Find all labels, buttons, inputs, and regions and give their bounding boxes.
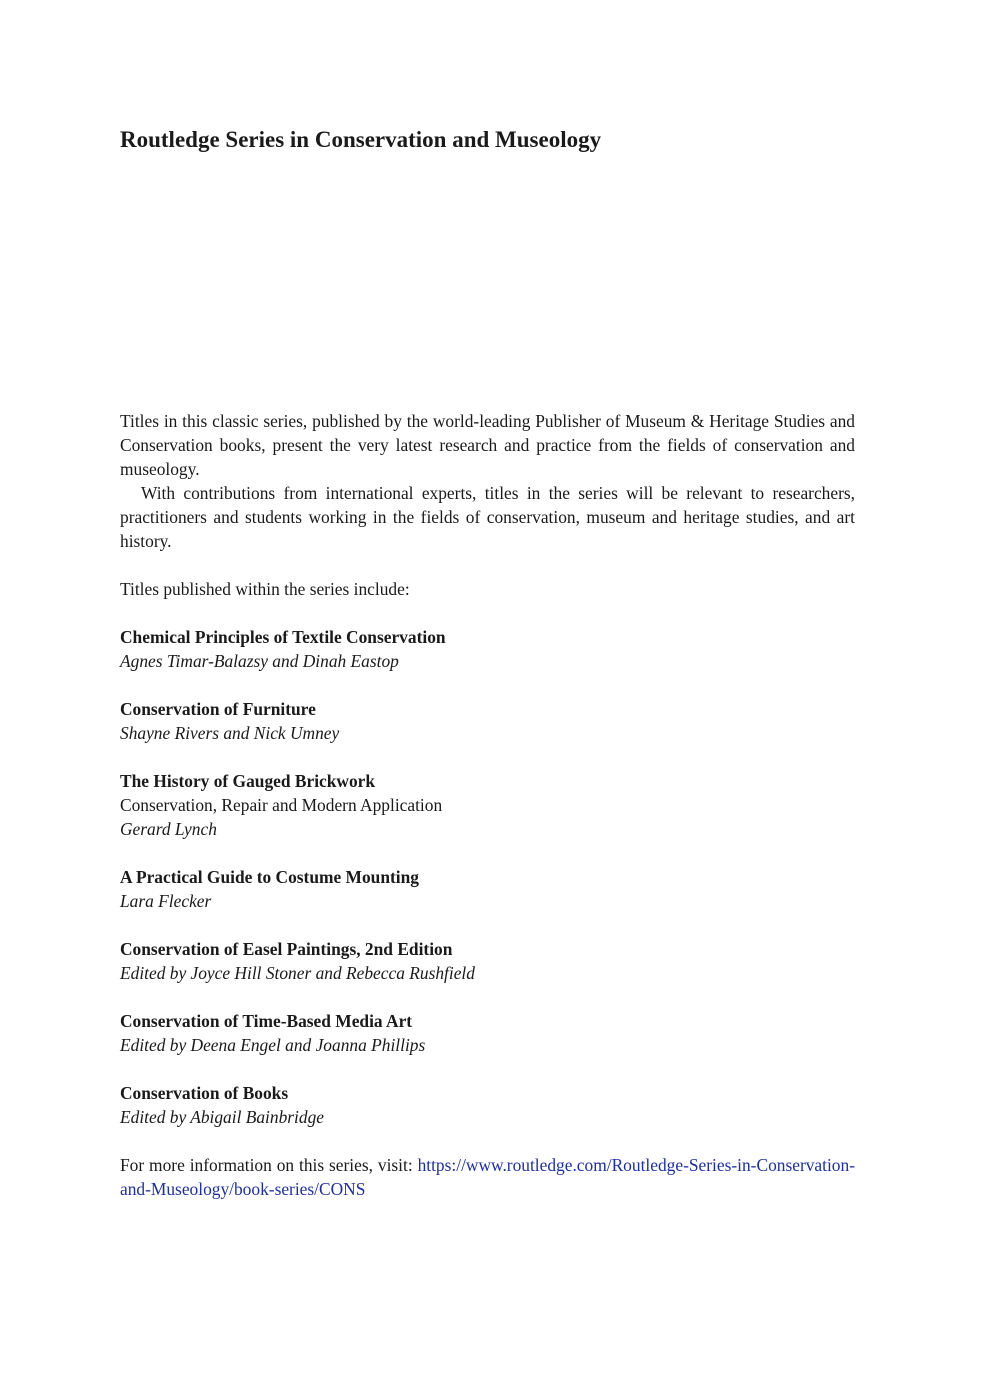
book-author: Shayne Rivers and Nick Umney xyxy=(120,723,340,743)
titles-intro: Titles published within the series include: xyxy=(120,579,410,599)
book-title: A Practical Guide to Costume Mounting xyxy=(120,867,420,887)
book-title: Conservation of Furniture xyxy=(120,699,316,719)
book-entry xyxy=(120,1081,855,1129)
series-description xyxy=(120,409,855,1201)
book-title: Conservation of Time-Based Media Art xyxy=(120,1011,413,1031)
book-author: Gerard Lynch xyxy=(120,819,217,839)
book-author: Lara Flecker xyxy=(120,891,212,911)
book-author: Edited by Joyce Hill Stoner and Rebecca Rushfield xyxy=(120,963,475,983)
book-subtitle: Conservation, Repair and Modern Application xyxy=(120,795,443,815)
book-entry xyxy=(120,1009,855,1057)
book-author: Edited by Abigail Bainbridge xyxy=(120,1107,324,1127)
book-entry xyxy=(120,937,855,985)
book-title: Conservation of Books xyxy=(120,1083,289,1103)
book-entry xyxy=(120,625,855,673)
more-info xyxy=(120,1153,855,1201)
series-title: Routledge Series in Conservation and Museology xyxy=(120,127,602,152)
series-link[interactable]: https://www.routledge.com/Routledge-Series-in-Conservation-and-Museology/book-series/CONS xyxy=(120,1155,855,1199)
intro-paragraph-2: With contributions from international experts, titles in the series will be relevant to researchers, practitioners and students working in the fields of conservation, museum and heritage studies, and art history. xyxy=(120,483,855,551)
book-entry xyxy=(120,697,855,745)
book-title: Conservation of Easel Paintings, 2nd Edition xyxy=(120,939,453,959)
book-author: Edited by Deena Engel and Joanna Phillips xyxy=(120,1035,426,1055)
book-title: The History of Gauged Brickwork xyxy=(120,771,376,791)
book-entry xyxy=(120,865,855,913)
book-entry xyxy=(120,769,855,841)
book-title: Chemical Principles of Textile Conservation xyxy=(120,627,446,647)
book-list xyxy=(120,625,855,1129)
more-info-label: For more information on this series, visit: xyxy=(120,1155,418,1175)
book-author: Agnes Timar-Balazsy and Dinah Eastop xyxy=(120,651,399,671)
intro-paragraph-1: Titles in this classic series, published by the world-leading Publisher of Museum & Heritage Studies and Conservation books, present the very latest research and practice from the fields of conservation and museology. xyxy=(120,411,855,479)
